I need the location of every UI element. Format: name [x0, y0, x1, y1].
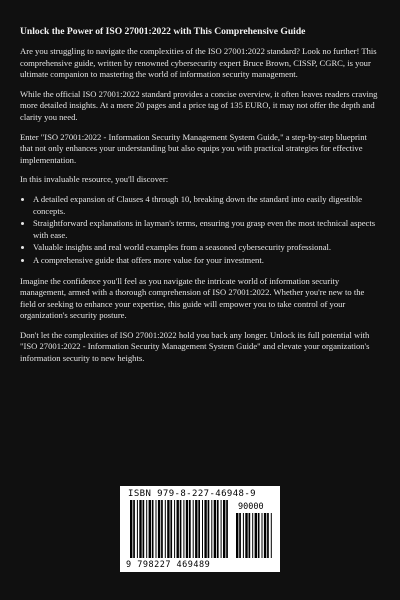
- blurb-heading: Unlock the Power of ISO 27001:2022 with This Comprehensive Guide: [20, 26, 306, 37]
- barcode-bar: [239, 513, 241, 558]
- barcode-bar: [183, 500, 184, 558]
- barcode-bar: [214, 500, 216, 558]
- barcode-bar: [262, 513, 263, 558]
- barcode-bar: [137, 500, 138, 558]
- barcode-digits: 9 798227 469489: [126, 560, 211, 570]
- discover-paragraph: In this invaluable resource, you'll discover:: [20, 174, 169, 185]
- guide-paragraph: Enter "ISO 27001:2022 - Information Security Management System Guide," a step-by-step blueprint that not only enhances your understanding but also equips you with practical strategies for effective implementation.: [20, 131, 367, 165]
- barcode-bar: [177, 500, 179, 558]
- barcode-bar: [264, 513, 266, 558]
- barcode-bar: [221, 500, 222, 558]
- imagine-paragraph: Imagine the confidence you'll feel as you navigate the intricate world of information security management, armed with a thorough comprehension of ISO 27001:2022. Whether you're new to the field or seeking to enhance your expertise, this guide will empower you to take control of your organization's security posture.: [20, 275, 365, 321]
- barcode-bar: [202, 500, 203, 558]
- barcode-bar: [198, 500, 200, 558]
- barcode-bar: [195, 500, 197, 558]
- barcode-bar: [223, 500, 225, 558]
- barcode-bar: [170, 500, 172, 558]
- barcode-bar: [208, 500, 210, 558]
- barcode-bar: [211, 500, 212, 558]
- feature-item: • Valuable insights and real world examples from a seasoned cybersecurity professional.: [33, 242, 380, 254]
- barcode-bar: [174, 500, 175, 558]
- barcode-bar: [258, 513, 260, 558]
- barcode-addon-bars: [236, 513, 274, 558]
- feature-item: • A comprehensive guide that offers more value for your investment.: [33, 255, 380, 267]
- barcode-bar: [152, 500, 154, 558]
- barcode-bar: [267, 513, 269, 558]
- feature-item: • A detailed expansion of Clauses 4 through 10, breaking down the standard into easily digestible concepts.: [33, 194, 380, 217]
- barcode-bar: [139, 500, 141, 558]
- barcode-bar: [193, 500, 194, 558]
- barcode-box: [120, 486, 280, 572]
- barcode-bar: [204, 500, 206, 558]
- standard-paragraph: While the official ISO 27001:2022 standard provides a concise overview, it often leaves readers craving more detailed insights. At a mere 20 pages and a price tag of 135 EURO, it may not offer the depth and clarity you need.: [20, 88, 378, 122]
- feature-list: [20, 194, 380, 267]
- barcode-bar: [226, 500, 228, 558]
- barcode-bar: [255, 513, 257, 558]
- barcode-bar: [130, 500, 132, 558]
- barcode-bar: [189, 500, 191, 558]
- barcode-bar: [271, 513, 272, 558]
- barcode-bar: [186, 500, 188, 558]
- barcode-bar: [249, 513, 251, 558]
- isbn-label: ISBN 979-8-227-46948-9: [128, 489, 257, 499]
- barcode-bar: [243, 513, 244, 558]
- feature-item: • Straightforward explanations in layman's terms, ensuring you grasp even the most technical aspects with ease.: [33, 218, 380, 241]
- barcode-bar: [133, 500, 135, 558]
- barcode-bar: [146, 500, 147, 558]
- barcode-bar: [165, 500, 166, 558]
- barcode-bar: [161, 500, 163, 558]
- barcode-bar: [252, 513, 253, 558]
- barcode-bar: [158, 500, 160, 558]
- barcode-bars: [130, 500, 230, 558]
- barcode-bar: [180, 500, 182, 558]
- call-to-action-paragraph: Don't let the complexities of ISO 27001:2022 hold you back any longer. Unlock its full potential with "ISO 27001:2022 - Information Security Management System Guide" and elevate your organization's information security to new heights.: [20, 329, 370, 364]
- barcode-bar: [156, 500, 157, 558]
- price-code: 90000: [238, 502, 264, 512]
- barcode-bar: [149, 500, 151, 558]
- barcode-bar: [217, 500, 219, 558]
- intro-paragraph: Are you struggling to navigate the complexities of the ISO 27001:2022 standard? Look no further! This comprehensive guide, written by renowned cybersecurity expert Bruce Brown, CISSP, CGRC, is your ultimate companion to mastering the world of information security management.: [20, 46, 377, 80]
- barcode-bar: [245, 513, 247, 558]
- barcode-bar: [236, 513, 238, 558]
- barcode-bar: [167, 500, 169, 558]
- barcode-bar: [143, 500, 145, 558]
